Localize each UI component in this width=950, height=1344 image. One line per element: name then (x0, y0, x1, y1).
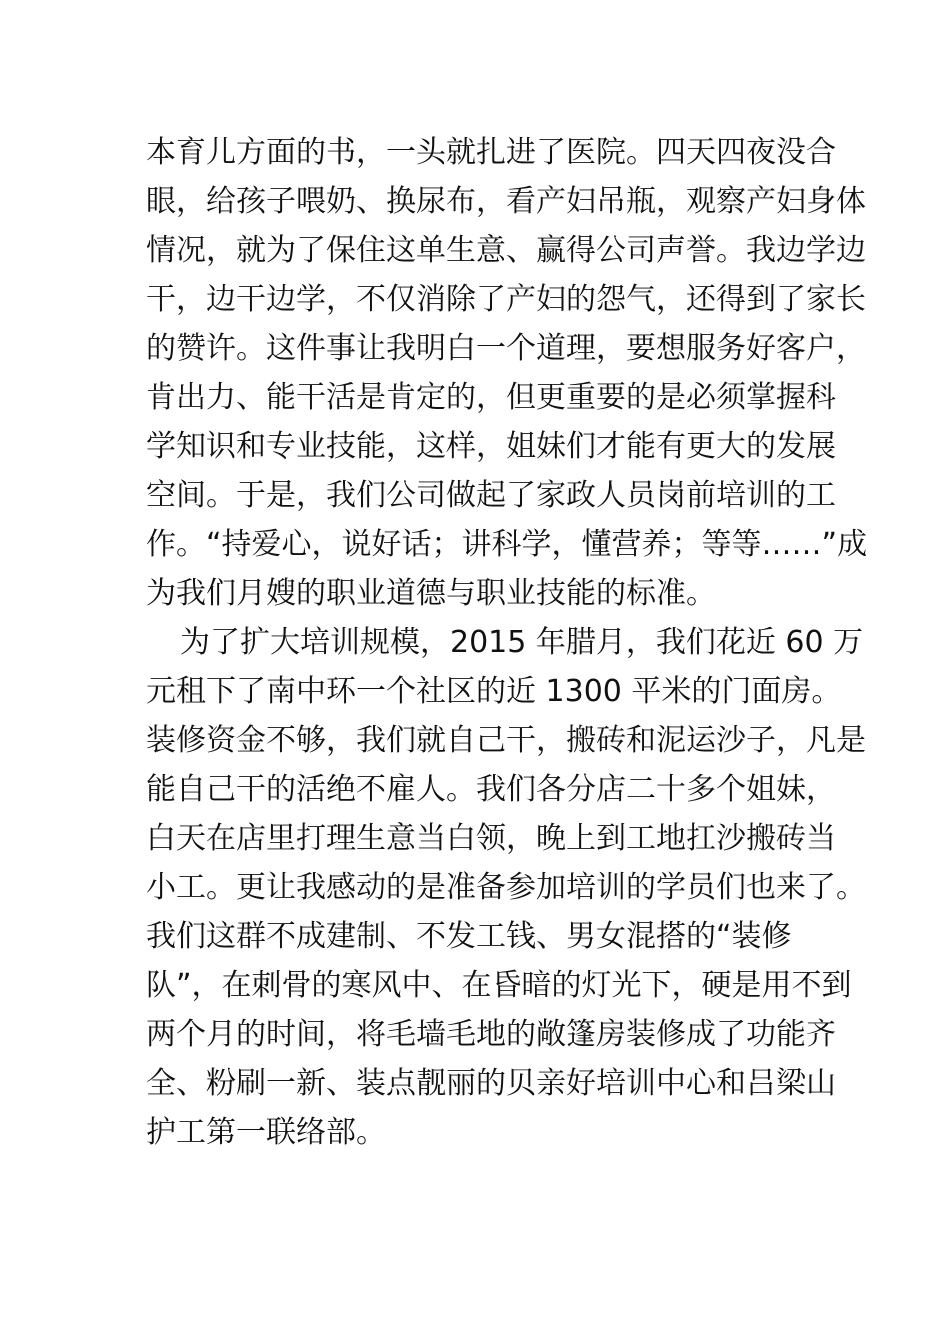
text-line: 的赞许。这件事让我明白一个道理，要想服务好客户， (146, 331, 866, 366)
text-line: 眼，给孩子喂奶、换尿布，看产妇吊瓶，观察产妇身体 (146, 184, 866, 219)
text-line: 为我们月嫂的职业道德与职业技能的标准。 (146, 576, 716, 611)
text-line: 装修资金不够，我们就自己干，搬砖和泥运沙子，凡是 (146, 723, 866, 758)
text-line: 小工。更让我感动的是准备参加培训的学员们也来了。 (146, 870, 866, 905)
text-line: 我们这群不成建制、不发工钱、男女混搭的“装修 (146, 919, 792, 954)
text-line: 为了扩大培训规模，2015 年腊月，我们花近 60 万 (180, 625, 864, 660)
text-line: 白天在店里打理生意当白领，晚上到工地扛沙搬砖当 (146, 821, 836, 856)
text-line: 全、粉刷一新、装点靓丽的贝亲好培训中心和吕梁山 (146, 1066, 836, 1101)
text-line: 干，边干边学，不仅消除了产妇的怨气，还得到了家长 (146, 282, 866, 317)
body-text (146, 128, 868, 1157)
text-line: 护工第一联络部。 (146, 1115, 386, 1150)
text-line: 作。“持爱心，说好话；讲科学，懂营养；等等……”成 (146, 527, 868, 562)
text-line: 本育儿方面的书，一头就扎进了医院。四天四夜没合 (146, 135, 836, 170)
text-line: 元租下了南中环一个社区的近 1300 平米的门面房。 (146, 674, 842, 709)
text-line: 肯出力、能干活是肯定的，但更重要的是必须掌握科 (146, 380, 836, 415)
text-line: 空间。于是，我们公司做起了家政人员岗前培训的工 (146, 478, 836, 513)
paragraph-2 (146, 618, 866, 1157)
text-line: 学知识和专业技能，这样，姐妹们才能有更大的发展 (146, 429, 836, 464)
text-line: 情况，就为了保住这单生意、赢得公司声誉。我边学边 (146, 233, 866, 268)
paragraph-1 (146, 128, 868, 618)
text-line: 两个月的时间，将毛墙毛地的敞篷房装修成了功能齐 (146, 1017, 836, 1052)
text-line: 能自己干的活绝不雇人。我们各分店二十多个姐妹， (146, 772, 836, 807)
text-line: 队”，在刺骨的寒风中、在昏暗的灯光下，硬是用不到 (146, 968, 852, 1003)
